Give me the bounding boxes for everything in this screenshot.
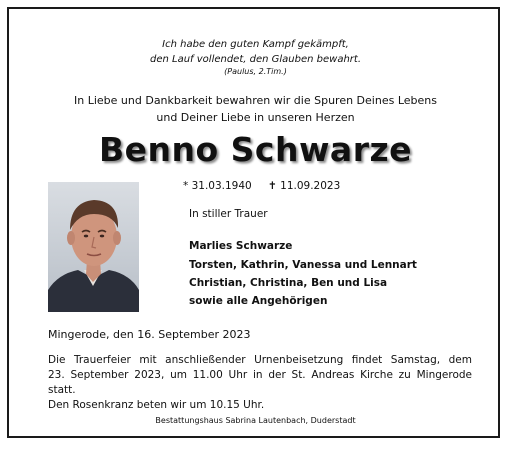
mourner-line: Christian, Christina, Ben und Lisa (189, 277, 388, 289)
death-date: ✝ 11.09.2023 (268, 180, 341, 192)
mourner-line: Torsten, Kathrin, Vanessa und Lennart (189, 259, 417, 271)
funeral-line-1: Die Trauerfeier mit anschließender Urnenbeisetzung findet Samstag, dem (48, 354, 472, 366)
place-and-date: Mingerode, den 16. September 2023 (48, 328, 251, 341)
quote-line-2: den Lauf vollendet, den Glauben bewahrt. (150, 54, 361, 65)
deceased-name: Benno Schwarze (98, 130, 413, 169)
funeral-home: Bestattungshaus Sabrina Lautenbach, Duderstadt (155, 416, 356, 425)
mourner-line: sowie alle Angehörigen (189, 295, 328, 307)
quote-line-1: Ich habe den guten Kampf gekämpft, (162, 39, 349, 50)
birth-date: * 31.03.1940 (183, 180, 252, 192)
funeral-details (48, 353, 472, 413)
mourner-line: Marlies Schwarze (189, 240, 293, 252)
bible-quote (0, 37, 511, 67)
intro-text (0, 92, 511, 126)
intro-line-2: und Deiner Liebe in unseren Herzen (156, 111, 355, 124)
funeral-line-2: 23. September 2023, um 11.00 Uhr in der St. Andreas Kirche zu Mingerode statt. (48, 369, 472, 396)
quote-reference: (Paulus, 2.Tim.) (224, 67, 287, 76)
funeral-line-3: Den Rosenkranz beten wir um 10.15 Uhr. (48, 399, 265, 411)
intro-line-1: In Liebe und Dankbarkeit bewahren wir die Spuren Deines Lebens (74, 94, 437, 107)
portrait-photo (48, 182, 139, 312)
mourning-heading: In stiller Trauer (189, 208, 268, 220)
